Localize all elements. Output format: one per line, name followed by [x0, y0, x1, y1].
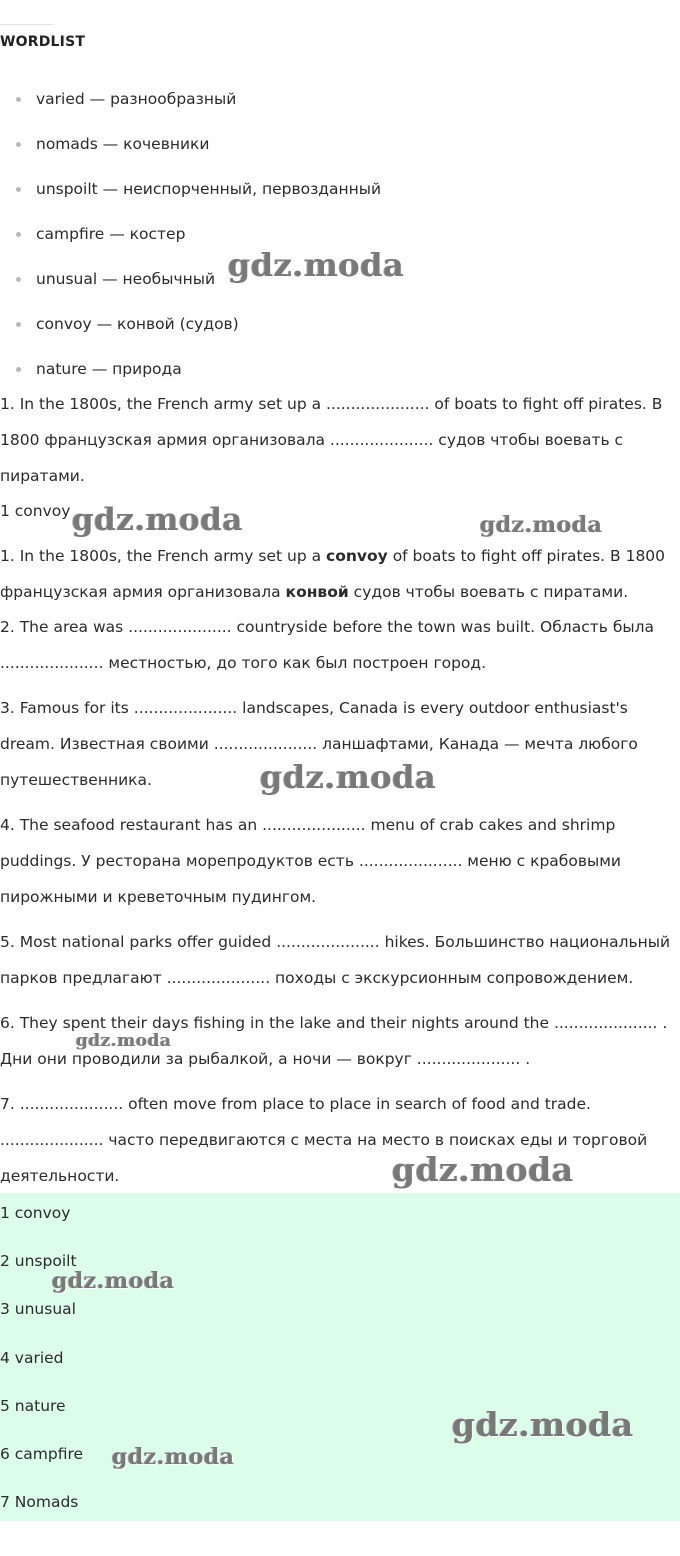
wordlist-item: convoy — конвой (судов)	[0, 305, 381, 350]
watermark-logo: gdz.moda	[260, 758, 437, 796]
question-7: 7. ..................... often move from place to place in search of food and trade. ..................... часто передвигаются с места на место в поисках еды и торговой деятельности.	[0, 1095, 648, 1185]
question-6: 6. They spent their days fishing in the lake and their nights around the ..................... . Дни они проводили за рыбалкой, а ночи — вокруг ..................... .	[0, 1014, 668, 1068]
question-5: 5. Most national parks offer guided ..................... hikes. Большинство национальный парков предлагают ..................... походы с экскурсионным сопровождением.	[0, 933, 671, 987]
answer-highlight: конвой	[285, 583, 349, 601]
bullet-icon	[16, 232, 21, 237]
question-4: 4. The seafood restaurant has an ..................... menu of crab cakes and shrimp puddings. У ресторана морепродуктов есть ..................... меню с крабовыми пирожными и креветочным пудингом.	[0, 816, 621, 906]
answer-item: 2 unspoilt	[0, 1252, 77, 1270]
bullet-icon	[16, 97, 21, 102]
watermark-logo: gdz.moda	[392, 1150, 574, 1189]
bullet-icon	[16, 277, 21, 282]
answers-panel	[0, 1193, 680, 1521]
wordlist-item: campfire — костер	[0, 215, 381, 260]
question-1-filled: 1. In the 1800s, the French army set up a convoy of boats to fight off pirates. В 1800 французская армия организовала конвой судов чтобы воевать с пиратами.	[0, 547, 666, 601]
wordlist	[0, 80, 381, 395]
question-2: 2. The area was ..................... countryside before the town was built. Область была ..................... местностью, до того как был построен город.	[0, 618, 655, 672]
answer-item: 5 nature	[0, 1397, 66, 1415]
answer-item: 1 convoy	[0, 1204, 71, 1222]
bullet-icon	[16, 322, 21, 327]
top-divider	[0, 24, 54, 25]
bullet-icon	[16, 367, 21, 372]
watermark-logo: gdz.moda	[72, 502, 243, 538]
watermark-logo: gdz.moda	[228, 246, 405, 284]
wordlist-heading: WORDLIST	[0, 34, 86, 50]
answer-item: 7 Nomads	[0, 1493, 79, 1511]
watermark-logo: gdz.moda	[52, 1268, 175, 1294]
watermark-logo: gdz.moda	[480, 512, 603, 538]
wordlist-item: varied — разнообразный	[0, 80, 381, 125]
bullet-icon	[16, 142, 21, 147]
wordlist-item: nomads — кочевники	[0, 125, 381, 170]
question-1: 1. In the 1800s, the French army set up a ..................... of boats to fight off pirates. В 1800 французская армия организовала ..................... судов чтобы воевать с пиратами.	[0, 395, 663, 485]
wordlist-item: unusual — необычный	[0, 260, 381, 305]
answer-highlight: convoy	[326, 547, 388, 565]
watermark-logo: gdz.moda	[452, 1405, 634, 1444]
answer-item: 3 unusual	[0, 1300, 76, 1318]
answer-item: 6 campfire	[0, 1445, 84, 1463]
watermark-logo: gdz.moda	[76, 1031, 172, 1051]
wordlist-item: nature — природа	[0, 350, 381, 395]
question-3: 3. Famous for its ..................... landscapes, Canada is every outdoor enthusiast's dream. Известная своими ..................... ланшафтами, Канада — мечта любого путешественника.	[0, 699, 638, 789]
bullet-icon	[16, 187, 21, 192]
watermark-logo: gdz.moda	[112, 1444, 235, 1470]
answer-item: 4 varied	[0, 1349, 64, 1367]
question-1-answer: 1 convoy	[0, 502, 71, 520]
wordlist-item: unspoilt — неиспорченный, первозданный	[0, 170, 381, 215]
